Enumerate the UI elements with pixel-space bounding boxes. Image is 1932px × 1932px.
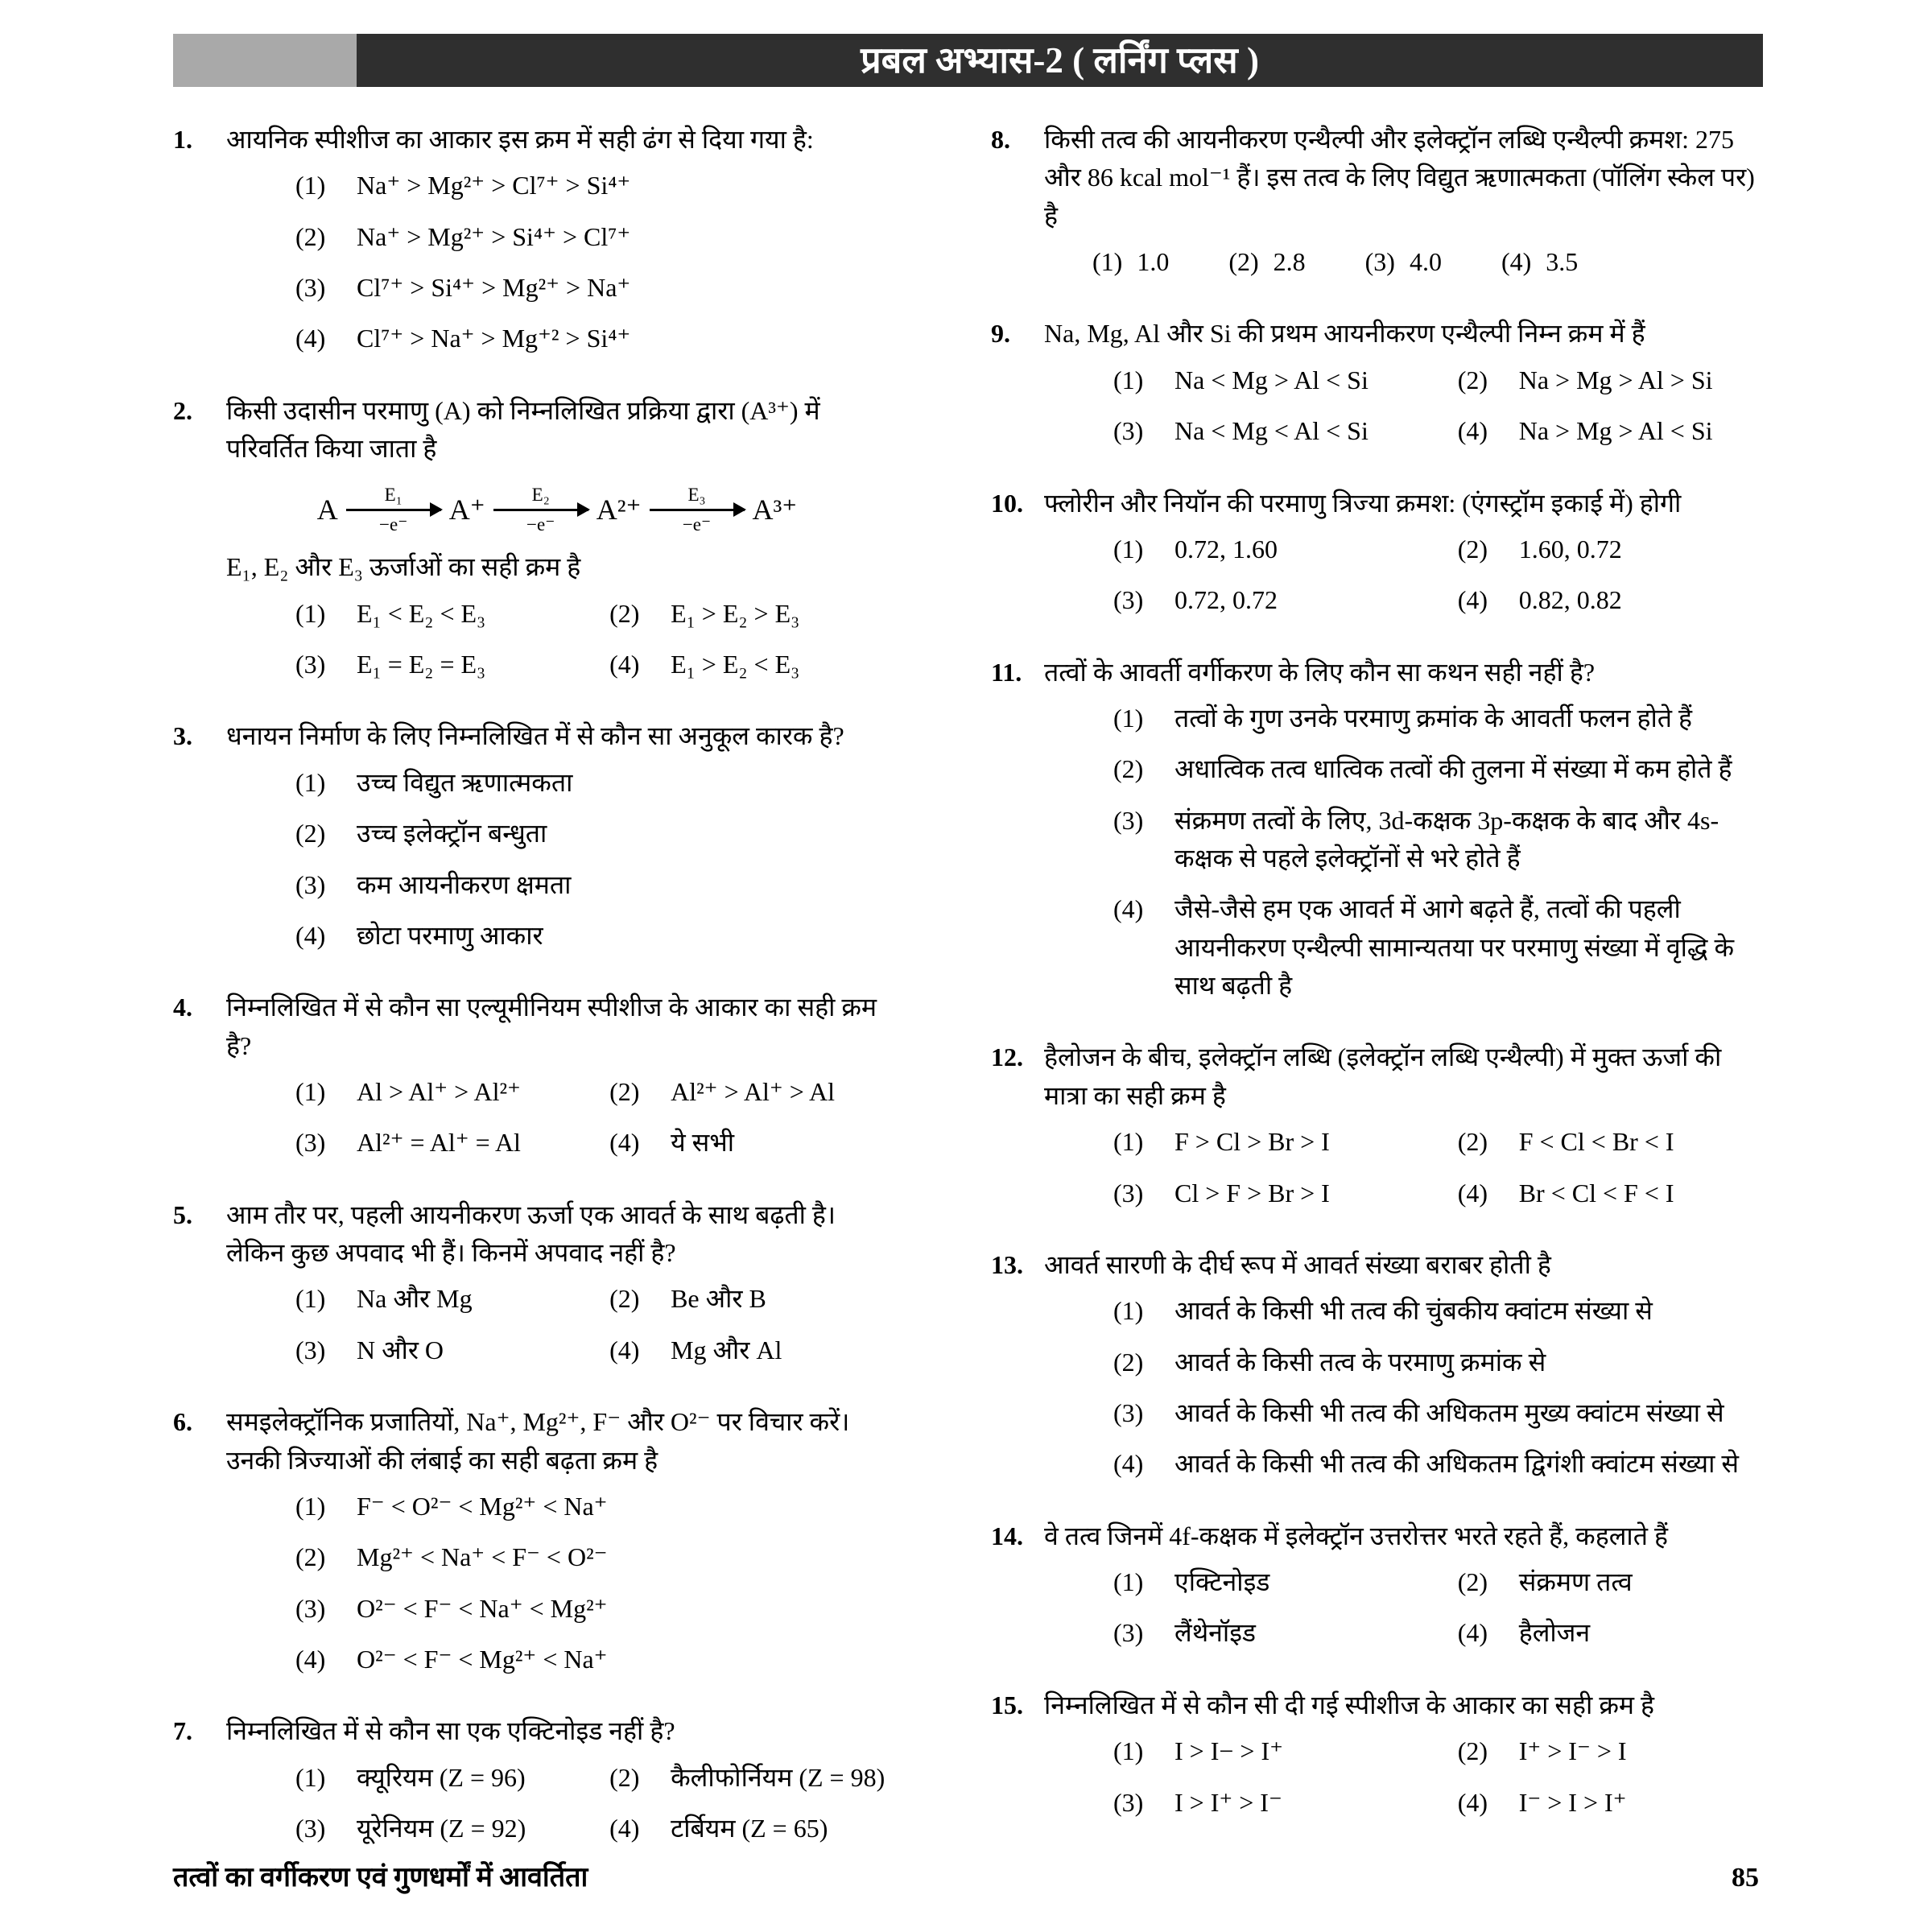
options <box>1044 1563 1763 1666</box>
option-row <box>1458 1784 1763 1822</box>
question-block <box>991 1038 1763 1224</box>
option-text: कम आयनीकरण क्षमता <box>357 869 572 899</box>
option-label: (2) <box>1457 365 1488 394</box>
option-text: Na⁺ > Mg²⁺ > Si⁴⁺ > Cl⁷⁺ <box>357 221 631 251</box>
option-row <box>1113 581 1458 619</box>
question-number: 8. <box>991 125 1010 154</box>
option-row <box>1113 750 1763 788</box>
option-row <box>295 1488 888 1525</box>
option-label: (4) <box>295 920 326 950</box>
question-number: 11. <box>991 657 1022 687</box>
option-row <box>609 1331 888 1369</box>
option-label: (3) <box>295 273 326 303</box>
question-number: 14. <box>991 1521 1023 1550</box>
right-column <box>991 121 1763 1881</box>
option-row <box>295 218 888 256</box>
arrow-top-label: E₂ <box>531 484 550 505</box>
header-gray-block <box>173 34 357 87</box>
question-block <box>173 1403 888 1691</box>
option-label: (3) <box>1113 585 1144 615</box>
option-label: (2) <box>1457 534 1488 564</box>
option-text: O²⁻ < F⁻ < Na⁺ < Mg²⁺ <box>357 1593 608 1623</box>
option-label: (4) <box>609 1814 640 1843</box>
option-text: N और O <box>357 1335 444 1364</box>
option-text: यूरेनियम (Z = 92) <box>357 1814 526 1843</box>
option-text: एक्टिनोइड <box>1174 1567 1270 1597</box>
option-row <box>1458 1614 1763 1652</box>
option-text: Mg और Al <box>671 1335 782 1364</box>
question-block <box>173 121 888 371</box>
option-row <box>1113 412 1458 450</box>
option-text: आवर्त के किसी भी तत्व की अधिकतम द्विगंशी क्वांटम संख्या से <box>1174 1449 1739 1479</box>
equation-term: A <box>316 493 338 526</box>
question-number: 5. <box>173 1199 192 1229</box>
option-label: (1) <box>1113 1127 1144 1157</box>
option-row <box>1113 1292 1763 1330</box>
option-text: आवर्त के किसी भी तत्व की अधिकतम मुख्य क्वांटम संख्या से <box>1174 1397 1724 1427</box>
option-label: (2) <box>1457 1127 1488 1157</box>
option-label: (1) <box>295 767 326 797</box>
option-text: Br < Cl < F < I <box>1518 1178 1674 1208</box>
question-body <box>1044 654 1763 1018</box>
option-text: F > Cl > Br > I <box>1174 1127 1330 1157</box>
option-row <box>1113 890 1763 1005</box>
question-text: निम्नलिखित में से कौन सी दी गई स्पीशीज के आकार का सही क्रम है <box>1044 1690 1655 1719</box>
equation-arrow <box>493 485 588 536</box>
option-label: (2) <box>1113 754 1144 784</box>
options <box>226 1759 888 1861</box>
option-label: (1) <box>295 598 326 628</box>
option-text: O²⁻ < F⁻ < Mg²⁺ < Na⁺ <box>357 1644 608 1674</box>
option-text: Be और B <box>671 1284 766 1314</box>
option-text: Na < Mg > Al < Si <box>1174 365 1368 394</box>
option-label: (4) <box>1501 247 1532 277</box>
question-body <box>1044 1686 1763 1835</box>
option-row <box>1458 412 1763 450</box>
equation-term: A⁺ <box>448 493 485 526</box>
option-text: F < Cl < Br < I <box>1518 1127 1674 1157</box>
option-text: Na < Mg < Al < Si <box>1174 416 1368 446</box>
option-label: (2) <box>1113 1347 1144 1377</box>
option-label: (4) <box>295 1644 326 1674</box>
option-row <box>1113 1123 1458 1161</box>
options <box>226 1488 888 1678</box>
option-text: उच्च विद्युत ऋणात्मकता <box>357 767 573 797</box>
option-label: (1) <box>295 1491 326 1521</box>
option-text: जैसे-जैसे हम एक आवर्त में आगे बढ़ते हैं, तत्वों की पहली आयनीकरण एन्थैल्पी सामान्यतया पर परमाणु संख्या में वृद्धि के साथ बढ़ती है <box>1174 894 1735 1001</box>
options <box>1044 700 1763 1005</box>
option-text: 0.82, 0.82 <box>1518 585 1622 615</box>
question-text: धनायन निर्माण के लिए निम्नलिखित में से कौन सा अनुकूल कारक है? <box>226 721 844 751</box>
question-block <box>991 1686 1763 1835</box>
arrow-line <box>650 509 745 511</box>
option-label: (2) <box>295 221 326 251</box>
option-text: छोटा परमाणु आकार <box>357 920 543 950</box>
question-body <box>1044 121 1763 294</box>
option-row <box>1113 1563 1458 1601</box>
question-body <box>226 392 888 697</box>
option-text: Na और Mg <box>357 1284 473 1314</box>
question-text: Na, Mg, Al और Si की प्रथम आयनीकरण एन्थैल्पी निम्न क्रम में हैं <box>1044 319 1645 349</box>
option-text: संक्रमण तत्वों के लिए, 3d-कक्षक 3p-कक्षक के बाद और 4s-कक्षक से पहले इलेक्ट्रॉनों से भरे होते हैं <box>1174 805 1719 873</box>
option-label: (3) <box>1113 1618 1144 1648</box>
question-subtext: E₁, E₂ और E₃ ऊर्जाओं का सही क्रम है <box>226 552 581 582</box>
option-text: Al²⁺ = Al⁺ = Al <box>357 1128 521 1158</box>
question-number: 13. <box>991 1249 1023 1279</box>
option-text: लैंथेनॉइड <box>1174 1618 1257 1648</box>
question-number: 7. <box>173 1716 192 1746</box>
option-row <box>295 167 888 204</box>
option-row <box>1365 243 1442 281</box>
option-row <box>1113 802 1763 878</box>
option-label: (1) <box>1113 1296 1144 1326</box>
option-row <box>1113 1614 1458 1652</box>
option-label: (3) <box>295 869 326 899</box>
question-body <box>226 1196 888 1382</box>
option-label: (3) <box>295 1593 326 1623</box>
option-text: Na > Mg > Al < Si <box>1518 416 1713 446</box>
option-label: (2) <box>609 1076 640 1106</box>
option-label: (2) <box>1457 1736 1488 1766</box>
question-number: 10. <box>991 488 1023 518</box>
question-text: फ्लोरीन और नियॉन की परमाणु त्रिज्या क्रमश: (एंगस्ट्रॉम इकाई में) होगी <box>1044 488 1682 518</box>
option-text: ये सभी <box>671 1128 735 1158</box>
option-row <box>1458 1732 1763 1770</box>
question-body <box>226 121 888 371</box>
question-body <box>1044 1038 1763 1224</box>
question-body <box>226 989 888 1174</box>
option-label: (1) <box>295 1762 326 1792</box>
question-block <box>991 654 1763 1018</box>
arrow-bottom-label: −e⁻ <box>526 514 555 535</box>
question-number: 15. <box>991 1690 1023 1719</box>
question-number: 1. <box>173 125 192 154</box>
option-row <box>1458 1563 1763 1601</box>
equation-arrow <box>650 485 745 536</box>
option-text: Al²⁺ > Al⁺ > Al <box>671 1076 836 1106</box>
option-text: टर्बियम (Z = 65) <box>671 1814 828 1843</box>
option-text: I > I⁺ > I⁻ <box>1174 1787 1282 1817</box>
question-text: आयनिक स्पीशीज का आकार इस क्रम में सही ढंग से दिया गया है: <box>226 125 814 154</box>
option-row <box>295 646 609 683</box>
option-row <box>295 1331 609 1369</box>
options <box>1044 1123 1763 1225</box>
option-row <box>295 320 888 357</box>
option-text: E₁ < E₂ < E₃ <box>357 598 486 628</box>
option-label: (4) <box>1457 1787 1488 1817</box>
question-body <box>1044 485 1763 633</box>
option-label: (4) <box>1457 1178 1488 1208</box>
option-label: (4) <box>1457 416 1488 446</box>
option-row <box>609 1073 888 1111</box>
option-text: 0.72, 1.60 <box>1174 534 1278 564</box>
option-label: (3) <box>295 1814 326 1843</box>
option-row <box>1113 700 1763 737</box>
question-block <box>991 1517 1763 1666</box>
option-text: E₁ > E₂ > E₃ <box>671 598 800 628</box>
page-number: 85 <box>1732 1863 1759 1893</box>
option-label: (3) <box>295 1128 326 1158</box>
equation <box>226 485 888 536</box>
option-text: I⁻ > I > I⁺ <box>1518 1787 1627 1817</box>
question-text: हैलोजन के बीच, इलेक्ट्रॉन लब्धि (इलेक्ट्रॉन लब्धि एन्थैल्पी) में मुक्त ऊर्जा की मात्रा का सही क्रम है <box>1044 1042 1722 1110</box>
option-row <box>1113 361 1458 399</box>
option-row <box>295 1810 609 1847</box>
option-row <box>295 764 888 802</box>
option-text: आवर्त के किसी भी तत्व की चुंबकीय क्वांटम संख्या से <box>1174 1296 1653 1326</box>
question-text: किसी उदासीन परमाणु (A) को निम्नलिखित प्रक्रिया द्वारा (A³⁺) में परिवर्तित किया जाता है <box>226 395 820 464</box>
option-row <box>1458 581 1763 619</box>
option-row <box>1458 1123 1763 1161</box>
option-label: (2) <box>609 598 640 628</box>
page-title: प्रबल अभ्यास-2 ( लर्निंग प्लस ) <box>861 39 1259 80</box>
option-text: अधात्विक तत्व धात्विक तत्वों की तुलना में संख्या में कम होते हैं <box>1174 754 1732 784</box>
question-text: आम तौर पर, पहली आयनीकरण ऊर्जा एक आवर्त के साथ बढ़ती है। लेकिन कुछ अपवाद भी हैं। किनमें अपवाद नहीं है? <box>226 1199 836 1268</box>
option-row <box>1458 1174 1763 1212</box>
options <box>1044 1732 1763 1835</box>
question-block <box>991 121 1763 294</box>
option-row <box>1113 1394 1763 1432</box>
option-row <box>295 1538 888 1576</box>
options <box>226 167 888 357</box>
options <box>226 764 888 955</box>
question-block <box>991 315 1763 463</box>
question-body <box>1044 315 1763 463</box>
option-label: (4) <box>1113 894 1144 924</box>
option-row <box>1458 361 1763 399</box>
option-row <box>609 646 888 683</box>
equation-term: A³⁺ <box>752 493 798 526</box>
option-text: Al > Al⁺ > Al²⁺ <box>357 1076 521 1106</box>
option-label: (1) <box>1113 1736 1144 1766</box>
option-row <box>1113 1732 1458 1770</box>
question-body <box>226 1712 888 1860</box>
option-text: 2.8 <box>1273 247 1306 277</box>
option-text: तत्वों के गुण उनके परमाणु क्रमांक के आवर्ती फलन होते हैं <box>1174 703 1693 733</box>
question-number: 6. <box>173 1407 192 1437</box>
option-label: (4) <box>1457 1618 1488 1648</box>
option-row <box>295 595 609 633</box>
equation-arrow <box>346 485 441 536</box>
option-text: 4.0 <box>1409 247 1442 277</box>
option-row <box>295 1073 609 1111</box>
option-text: 1.60, 0.72 <box>1518 534 1622 564</box>
option-label: (2) <box>1228 247 1259 277</box>
header-dark-block <box>357 34 1763 87</box>
option-label: (2) <box>609 1762 640 1792</box>
options <box>226 1073 888 1175</box>
option-label: (1) <box>295 171 326 200</box>
option-label: (3) <box>1113 805 1144 835</box>
option-label: (2) <box>1457 1567 1488 1597</box>
option-text: I⁺ > I⁻ > I <box>1518 1736 1627 1766</box>
option-text: Na⁺ > Mg²⁺ > Cl⁷⁺ > Si⁴⁺ <box>357 171 631 200</box>
option-text: 0.72, 0.72 <box>1174 585 1278 615</box>
question-block <box>991 485 1763 633</box>
option-text: उच्च इलेक्ट्रॉन बन्धुता <box>357 819 547 848</box>
option-label: (2) <box>295 819 326 848</box>
arrow-line <box>493 509 588 511</box>
option-label: (1) <box>1092 247 1123 277</box>
option-row <box>295 1590 888 1628</box>
options <box>1044 530 1763 633</box>
option-row <box>1458 530 1763 568</box>
chapter-title: तत्वों का वर्गीकरण एवं गुणधर्मों में आवर्तिता <box>173 1863 588 1893</box>
question-number: 2. <box>173 395 192 425</box>
option-text: Mg²⁺ < Na⁺ < F⁻ < O²⁻ <box>357 1542 608 1572</box>
question-text: वे तत्व जिनमें 4f-कक्षक में इलेक्ट्रॉन उत्तरोत्तर भरते रहते हैं, कहलाते हैं <box>1044 1521 1668 1550</box>
option-row <box>295 1759 609 1797</box>
option-label: (3) <box>295 1335 326 1364</box>
option-row <box>609 1280 888 1318</box>
options <box>1044 361 1763 464</box>
option-row <box>609 595 888 633</box>
option-label: (1) <box>295 1284 326 1314</box>
option-row <box>295 269 888 307</box>
option-row <box>1113 1784 1458 1822</box>
option-label: (1) <box>295 1076 326 1106</box>
options <box>1044 1292 1763 1483</box>
option-label: (3) <box>1113 416 1144 446</box>
left-column <box>173 121 888 1881</box>
arrow-top-label: E₃ <box>687 484 706 505</box>
option-text: Cl > F > Br > I <box>1174 1178 1330 1208</box>
option-label: (4) <box>295 324 326 353</box>
question-number: 9. <box>991 319 1010 349</box>
option-label: (4) <box>609 650 640 679</box>
question-text: तत्वों के आवर्ती वर्गीकरण के लिए कौन सा कथन सही नहीं है? <box>1044 657 1596 687</box>
option-row <box>295 1641 888 1678</box>
option-text: 3.5 <box>1546 247 1579 277</box>
option-text: संक्रमण तत्व <box>1518 1567 1633 1597</box>
arrow-line <box>346 509 441 511</box>
option-row <box>1228 243 1305 281</box>
option-label: (3) <box>295 650 326 679</box>
option-row <box>1113 1445 1763 1483</box>
question-body <box>1044 1246 1763 1496</box>
question-body <box>226 717 888 968</box>
option-row <box>295 1124 609 1162</box>
option-label: (1) <box>1113 534 1144 564</box>
option-row <box>295 1280 609 1318</box>
option-row <box>609 1759 888 1797</box>
option-text: Cl⁷⁺ > Na⁺ > Mg⁺² > Si⁴⁺ <box>357 324 631 353</box>
arrow-bottom-label: −e⁻ <box>682 514 712 535</box>
option-row <box>1113 530 1458 568</box>
option-label: (3) <box>1113 1178 1144 1208</box>
option-row <box>295 917 888 955</box>
option-text: हैलोजन <box>1518 1618 1591 1648</box>
option-text: कैलीफोर्नियम (Z = 98) <box>671 1762 886 1792</box>
option-text: E₁ = E₂ = E₃ <box>357 650 486 679</box>
option-row <box>1113 1344 1763 1381</box>
option-row <box>295 866 888 904</box>
arrow-top-label: E₁ <box>384 484 402 505</box>
arrow-bottom-label: −e⁻ <box>379 514 408 535</box>
option-row <box>1501 243 1578 281</box>
question-block <box>173 1196 888 1382</box>
option-label: (1) <box>1113 1567 1144 1597</box>
option-label: (1) <box>1113 365 1144 394</box>
option-row <box>295 815 888 852</box>
question-number: 4. <box>173 993 192 1022</box>
option-text: Na > Mg > Al > Si <box>1518 365 1713 394</box>
question-number: 12. <box>991 1042 1023 1072</box>
option-text: आवर्त के किसी तत्व के परमाणु क्रमांक से <box>1174 1347 1546 1377</box>
option-text: I > I− > I⁺ <box>1174 1736 1283 1766</box>
option-label: (4) <box>1457 585 1488 615</box>
option-text: Cl⁷⁺ > Si⁴⁺ > Mg²⁺ > Na⁺ <box>357 273 631 303</box>
option-label: (2) <box>295 1542 326 1572</box>
options <box>226 1280 888 1382</box>
option-label: (3) <box>1364 247 1395 277</box>
question-text: किसी तत्व की आयनीकरण एन्थैल्पी और इलेक्ट्रॉन लब्धि एन्थैल्पी क्रमश: 275 और 86 kcal mol⁻¹ हैं। इस तत्व के लिए विद्युत ऋणात्मकता (पॉलिंग स्केल पर) है <box>1044 125 1755 230</box>
header-bar <box>173 34 1763 87</box>
options <box>226 595 888 697</box>
question-text: समइलेक्ट्रॉनिक प्रजातियों, Na⁺, Mg²⁺, F⁻ और O²⁻ पर विचार करें। उनकी त्रिज्याओं की लंबाई का सही बढ़ता क्रम है <box>226 1407 850 1475</box>
question-number: 3. <box>173 721 192 751</box>
options <box>1044 243 1763 294</box>
option-row <box>609 1124 888 1162</box>
question-block <box>173 717 888 968</box>
option-text: 1.0 <box>1137 247 1170 277</box>
equation-term: A²⁺ <box>596 493 642 526</box>
option-label: (2) <box>609 1284 640 1314</box>
option-text: F⁻ < O²⁻ < Mg²⁺ < Na⁺ <box>357 1491 608 1521</box>
option-text: क्यूरियम (Z = 96) <box>357 1762 526 1792</box>
question-text: निम्नलिखित में से कौन सा एक एक्टिनोइड नहीं है? <box>226 1716 675 1746</box>
question-text: निम्नलिखित में से कौन सा एल्यूमीनियम स्पीशीज के आकार का सही क्रम है? <box>226 993 877 1060</box>
question-columns <box>173 121 1763 1881</box>
option-row <box>1113 1174 1458 1212</box>
option-label: (4) <box>609 1128 640 1158</box>
option-label: (4) <box>609 1335 640 1364</box>
option-row <box>1092 243 1169 281</box>
option-label: (4) <box>1113 1449 1144 1479</box>
option-row <box>609 1810 888 1847</box>
question-body <box>1044 1517 1763 1666</box>
option-label: (3) <box>1113 1397 1144 1427</box>
question-block <box>173 392 888 697</box>
question-block <box>173 989 888 1174</box>
option-label: (3) <box>1113 1787 1144 1817</box>
option-label: (1) <box>1113 703 1144 733</box>
footer <box>173 1858 1759 1898</box>
question-block <box>173 1712 888 1860</box>
question-text: आवर्त सारणी के दीर्घ रूप में आवर्त संख्या बराबर होती है <box>1044 1249 1551 1279</box>
question-body <box>226 1403 888 1691</box>
option-text: E₁ > E₂ < E₃ <box>671 650 800 679</box>
question-block <box>991 1246 1763 1496</box>
